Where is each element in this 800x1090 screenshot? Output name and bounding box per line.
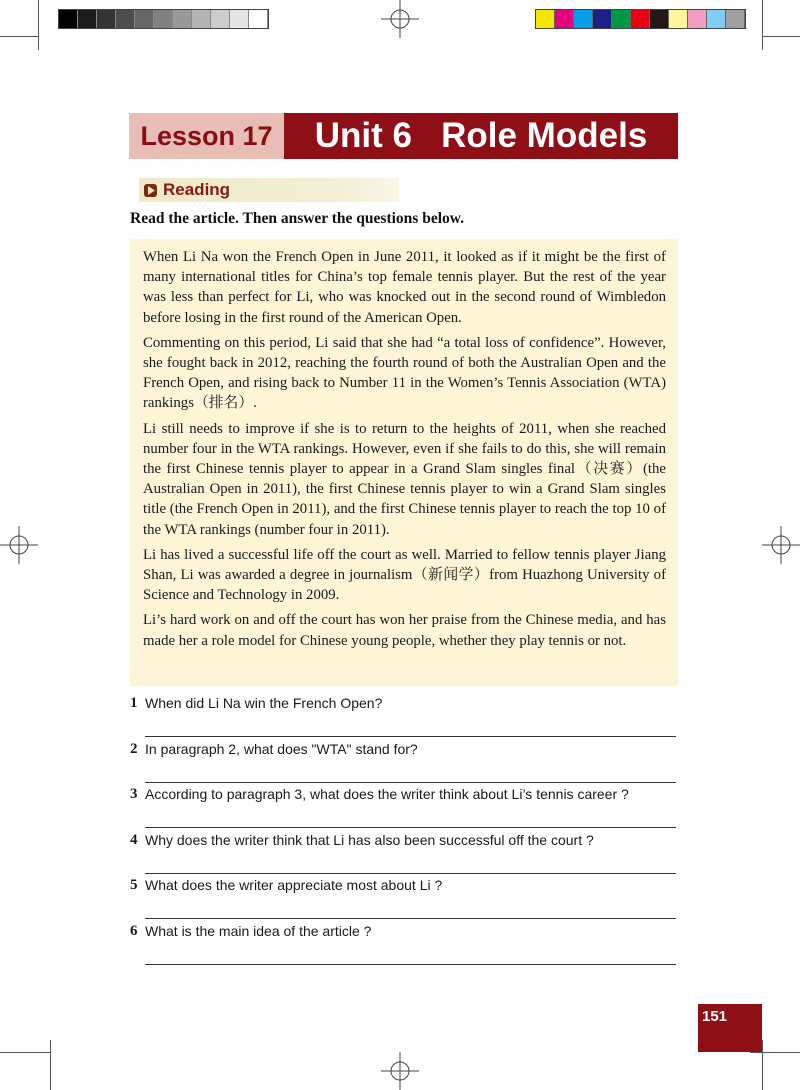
page-number: 151 — [702, 1008, 728, 1025]
article-box — [130, 239, 678, 686]
crop-mark — [762, 36, 800, 37]
crop-mark — [750, 1052, 800, 1053]
color-calibration-strip — [535, 9, 746, 29]
calibration-swatch — [154, 10, 173, 28]
calibration-swatch — [707, 10, 726, 28]
section-label: Reading — [163, 180, 231, 199]
play-icon — [144, 184, 157, 197]
calibration-swatch — [650, 10, 669, 28]
question-number: 4 — [130, 831, 138, 848]
calibration-swatch — [78, 10, 97, 28]
calibration-swatch — [555, 10, 574, 28]
question-text: What does the writer appreciate most about Li ? — [145, 877, 443, 893]
question-item — [130, 786, 676, 832]
calibration-swatch — [249, 10, 268, 28]
article-paragraph: Commenting on this period, Li said that she had “a total loss of confidence”. However, she fought back in 2012, reaching the fourth round of both the Australian Open and the French Open, and rising back to Number 11 in the Women’s Tennis Association (WTA) rankings（排名）. — [143, 334, 666, 412]
question-number: 3 — [130, 786, 138, 802]
calibration-swatch — [612, 10, 631, 28]
page-number-box — [698, 1004, 762, 1052]
question-number: 5 — [130, 877, 138, 893]
calibration-swatch — [135, 10, 154, 28]
section-heading — [139, 178, 399, 202]
registration-crosshair-icon — [762, 526, 800, 564]
answer-line[interactable] — [145, 873, 676, 874]
lesson-label-box — [129, 113, 284, 159]
unit-title: Unit 6 Role Models — [314, 116, 648, 155]
answer-line[interactable] — [145, 964, 676, 965]
question-item — [130, 832, 676, 878]
article-paragraph: When Li Na won the French Open in June 2011, it looked as if it might be the first of many international titles for China’s top female tennis player. But the rest of the year was less than perfect for Li, who was knocked out in the second round of Wimbledon before losing in the first round of the American Open. — [143, 249, 666, 326]
calibration-swatch — [669, 10, 688, 28]
question-text: What is the main idea of the article ? — [145, 922, 372, 939]
calibration-swatch — [211, 10, 230, 28]
question-text: When did Li Na win the French Open? — [145, 695, 383, 711]
question-list — [130, 695, 676, 968]
calibration-swatch — [116, 10, 135, 28]
question-item — [130, 695, 676, 741]
crop-mark — [38, 0, 39, 50]
calibration-swatch — [536, 10, 555, 28]
registration-crosshair-icon — [381, 0, 419, 38]
article-paragraph: Li’s hard work on and off the court has won her praise from the Chinese media, and has made her a role model for Chinese young people, whether they play tennis or not. — [143, 612, 666, 649]
crop-mark — [50, 1040, 51, 1090]
unit-title-box — [284, 113, 678, 159]
question-number: 1 — [130, 695, 138, 711]
calibration-swatch — [631, 10, 650, 28]
question-item — [130, 741, 676, 787]
calibration-swatch — [574, 10, 593, 28]
question-item — [130, 923, 676, 969]
registration-crosshair-icon — [381, 1052, 419, 1090]
calibration-swatch — [593, 10, 612, 28]
article-paragraph: Li has lived a successful life off the court as well. Married to fellow tennis player Jiang Shan, Li was awarded a degree in journalism（新闻学）from Huazhong University of Science and Technology in 2009. — [143, 546, 666, 604]
calibration-swatch — [173, 10, 192, 28]
calibration-swatch — [230, 10, 249, 28]
registration-crosshair-icon — [0, 526, 38, 564]
calibration-swatch — [192, 10, 211, 28]
question-text: In paragraph 2, what does "WTA" stand for? — [145, 740, 418, 757]
question-number: 6 — [130, 922, 138, 939]
question-item — [130, 877, 676, 923]
article-paragraph: Li still needs to improve if she is to return to the heights of 2011, when she reached number four in the WTA rankings. However, even if she fails to do this, she will remain the first Chinese tennis player to appear in a Grand Slam singles final（决赛）(the Australian Open in 2011), the first Chinese tennis player to win a Grand Slam singles title (the French Open in 2011), and the first Chinese tennis player to reach the top 10 of the WTA rankings (number four in 2011). — [143, 420, 666, 538]
calibration-swatch — [726, 10, 745, 28]
answer-line[interactable] — [145, 827, 676, 828]
answer-line[interactable] — [145, 782, 676, 783]
question-text: According to paragraph 3, what does the writer think about Li’s tennis career ? — [145, 786, 629, 802]
crop-mark — [0, 1052, 50, 1053]
calibration-swatch — [97, 10, 116, 28]
calibration-swatch — [688, 10, 707, 28]
instruction-text: Read the article. Then answer the questions below. — [130, 210, 464, 227]
calibration-swatch — [59, 10, 78, 28]
answer-line[interactable] — [145, 918, 676, 919]
question-text: Why does the writer think that Li has also been successful off the court ? — [145, 831, 594, 848]
answer-line[interactable] — [145, 736, 676, 737]
crop-mark — [0, 36, 38, 37]
lesson-label: Lesson 17 — [140, 120, 273, 151]
question-number: 2 — [130, 740, 138, 757]
gray-calibration-strip — [58, 9, 269, 29]
crop-mark — [762, 0, 763, 50]
crop-mark — [762, 1040, 763, 1090]
